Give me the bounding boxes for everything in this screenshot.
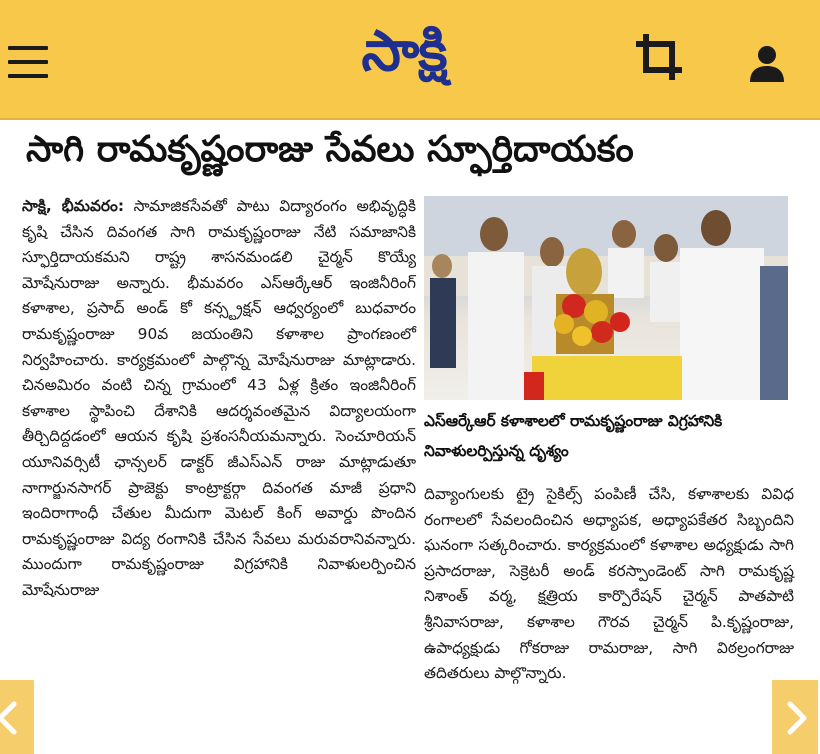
- chevron-left-icon: [0, 700, 34, 736]
- sakshi-logo[interactable]: సాక్షి: [361, 18, 447, 84]
- menu-icon[interactable]: [8, 46, 48, 82]
- crop-icon[interactable]: [632, 30, 686, 84]
- top-bar: [0, 0, 820, 120]
- photo-illustration: [424, 196, 788, 400]
- dateline: సాక్షి, భీమవరం:: [22, 197, 124, 215]
- article-body-right: [424, 482, 794, 687]
- photo-caption: ఎస్ఆర్కేఆర్ కళాశాలలో రామకృష్ణంరాజు విగ్రహానికి నివాళులర్పిస్తున్న దృశ్యం: [424, 412, 723, 460]
- article-paragraph: [22, 194, 416, 604]
- chevron-right-icon: [772, 700, 818, 736]
- next-page-button[interactable]: [772, 680, 818, 754]
- previous-page-button[interactable]: [0, 680, 34, 754]
- article: [0, 120, 820, 754]
- article-body-left: [22, 194, 416, 604]
- article-headline: సాగి రామకృష్ణంరాజు సేవలు స్ఫూర్తిదాయకం: [26, 129, 634, 170]
- right-paragraph-text: దివ్యాంగులకు ట్రై సైకిల్స్ పంపిణీ చేసి, కళాశాలకు వివిధ రంగాలలో సేవలందించిన అధ్యాపక, అధ్యాపకేతర సిబ్బందిని ఘనంగా సత్కరించారు. కార్యక్రమంలో కళాశాల అధ్యక్షుడు సాగి ప్రసాదరాజు, సెక్రెటరీ అండ్ కరస్పాండెంట్ సాగి రామకృష్ణ నిశాంత్ వర్మ, క్షత్రియ కార్పొరేషన్ చైర్మన్ పాతపాటి శ్రీనివాసరాజు, కళాశాల గౌరవ చైర్మన్ పి.కృష్ణంరాజు, ఉపాధ్యక్షుడు గోకరాజు రామరాజు, సాగి విఠల్రంగరాజు తదితరులు పాల్గొన్నారు.: [424, 485, 794, 683]
- left-paragraph-text: సామాజికసేవతో పాటు విద్యారంగం అభివృద్ధికి కృషి చేసిన దివంగత సాగి రామకృష్ణంరాజు నేటి సమాజానికి స్ఫూర్తిదాయకమని రాష్ట్ర శాసనమండలి చైర్మన్ కొయ్యే మోషేనురాజు అన్నారు. భీమవరం ఎస్ఆర్కేఆర్ ఇంజినీరింగ్ కళాశాల, ప్రసాద్ అండ్ కో కన్స్ట్రక్షన్ ఆధ్వర్యంలో బుధవారం రామకృష్ణంరాజు 90వ జయంతిని కళాశాల ప్రాంగణంలో నిర్వహించారు. కార్యక్రమంలో పాల్గొన్న మోషేనురాజు మాట్లాడారు. చినఅమిరం వంటి చిన్న గ్రామంలో 43 ఏళ్ల క్రితం ఇంజినీరింగ్ కళాశాల స్థాపించి దేశానికి ఆదర్శవంతమైన విద్యాలయంగా తీర్చిదిద్దడంలో ఆయన కృషి ప్రశంసనీయమన్నారు. సెంచూరియన్ యూనివర్సిటీ ఛాన్సలర్ డాక్టర్ జీఎస్ఎన్ రాజు మాట్లాడుతూ నాగార్జునసాగర్ ప్రాజెక్టు కాంట్రాక్టర్గా దివంగత మాజీ ప్రధాని ఇందిరాగాంధీ చేతుల మీదుగా మెటల్ కింగ్ అవార్డు పొందిన రామకృష్ణంరాజు విద్య రంగానికి చేసిన సేవలు మరువరానివన్నారు. ముందుగా రామకృష్ణంరాజు విగ్రహానికి నివాళులర్పించిన మోషేనురాజు: [22, 197, 416, 599]
- user-icon[interactable]: [748, 44, 786, 84]
- article-photo: [424, 196, 788, 400]
